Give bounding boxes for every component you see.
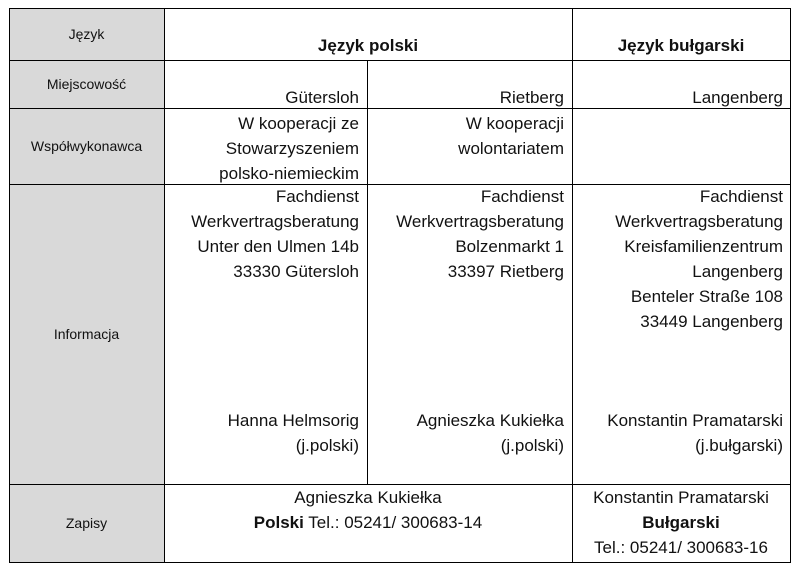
info-line: Fachdienst	[699, 187, 783, 206]
registration-polish-language: Polski	[253, 513, 304, 532]
row-label-information-text: Informacja	[53, 326, 120, 342]
registration-bulgarian-language	[572, 510, 790, 535]
registration-polish-phone	[164, 510, 572, 535]
row-label-partner-text: Współwykonawca	[30, 138, 143, 154]
registration-polish	[164, 485, 572, 535]
row-label-registration-text: Zapisy	[65, 515, 108, 531]
row-label-language	[9, 8, 164, 60]
contact-language: (j.bułgarski)	[695, 436, 783, 455]
row-label-registration	[9, 484, 164, 562]
info-line: Werkvertragsberatung	[396, 212, 564, 231]
locality-gutersloh: Gütersloh	[285, 88, 359, 107]
table-border-left	[9, 8, 10, 563]
contact-langenberg	[607, 408, 783, 458]
info-line: Langenberg	[692, 262, 783, 281]
contact-name: Hanna Helmsorig	[227, 411, 359, 430]
row-label-information	[9, 184, 164, 484]
locality-rietberg: Rietberg	[499, 88, 564, 107]
row-label-locality-text: Miejscowość	[46, 76, 127, 92]
header-bulgarian: Język bułgarski	[617, 36, 745, 55]
info-line: Fachdienst	[275, 187, 359, 206]
registration-bulgarian-name: Konstantin Pramatarski	[593, 488, 769, 507]
table-border-right	[790, 8, 791, 563]
registration-bulgarian-tel: Tel.: 05241/ 300683-16	[594, 538, 768, 557]
row-label-partner	[9, 108, 164, 184]
table-rule	[9, 60, 791, 61]
row-label-locality	[9, 60, 164, 108]
info-line: Kreisfamilienzentrum	[624, 237, 783, 256]
partner-line: W kooperacji	[465, 114, 564, 133]
info-line: 33449 Langenberg	[640, 312, 783, 331]
registration-bulgarian-language-text: Bułgarski	[642, 513, 720, 532]
info-rietberg	[396, 184, 564, 284]
contact-name: Agnieszka Kukiełka	[416, 411, 564, 430]
info-langenberg	[615, 184, 783, 334]
contact-rietberg	[417, 408, 564, 458]
registration-polish-tel: Tel.: 05241/ 300683-14	[303, 513, 483, 532]
table-rule	[164, 8, 165, 563]
partner-gutersloh	[219, 111, 359, 186]
registration-bulgarian	[572, 485, 790, 560]
header-polish: Język polski	[317, 36, 419, 55]
table-rule	[9, 108, 791, 109]
contact-language: (j.polski)	[500, 436, 564, 455]
table-border-bottom	[9, 562, 791, 563]
info-line: Unter den Ulmen 14b	[197, 237, 359, 256]
contact-name: Konstantin Pramatarski	[607, 411, 783, 430]
contact-language: (j.polski)	[295, 436, 359, 455]
partner-line: Stowarzyszeniem	[225, 139, 359, 158]
partner-line: wolontariatem	[458, 139, 564, 158]
info-line: Werkvertragsberatung	[191, 212, 359, 231]
info-line: Benteler Straße 108	[630, 287, 783, 306]
info-line: Werkvertragsberatung	[615, 212, 783, 231]
partner-line: polsko-niemieckim	[219, 164, 359, 183]
info-line: 33330 Gütersloh	[233, 262, 359, 281]
info-line: 33397 Rietberg	[447, 262, 564, 281]
partner-line: W kooperacji ze	[238, 114, 359, 133]
registration-polish-name: Agnieszka Kukiełka	[294, 488, 442, 507]
info-gutersloh	[191, 184, 359, 284]
partner-rietberg	[458, 111, 564, 161]
locality-langenberg: Langenberg	[692, 88, 783, 107]
table-border-top	[9, 8, 791, 9]
contact-gutersloh	[228, 408, 359, 458]
row-label-language-text: Język	[68, 26, 105, 42]
info-line: Fachdienst	[480, 187, 564, 206]
table-rule	[367, 60, 368, 484]
info-line: Bolzenmarkt 1	[455, 237, 564, 256]
table-rule	[572, 8, 573, 563]
